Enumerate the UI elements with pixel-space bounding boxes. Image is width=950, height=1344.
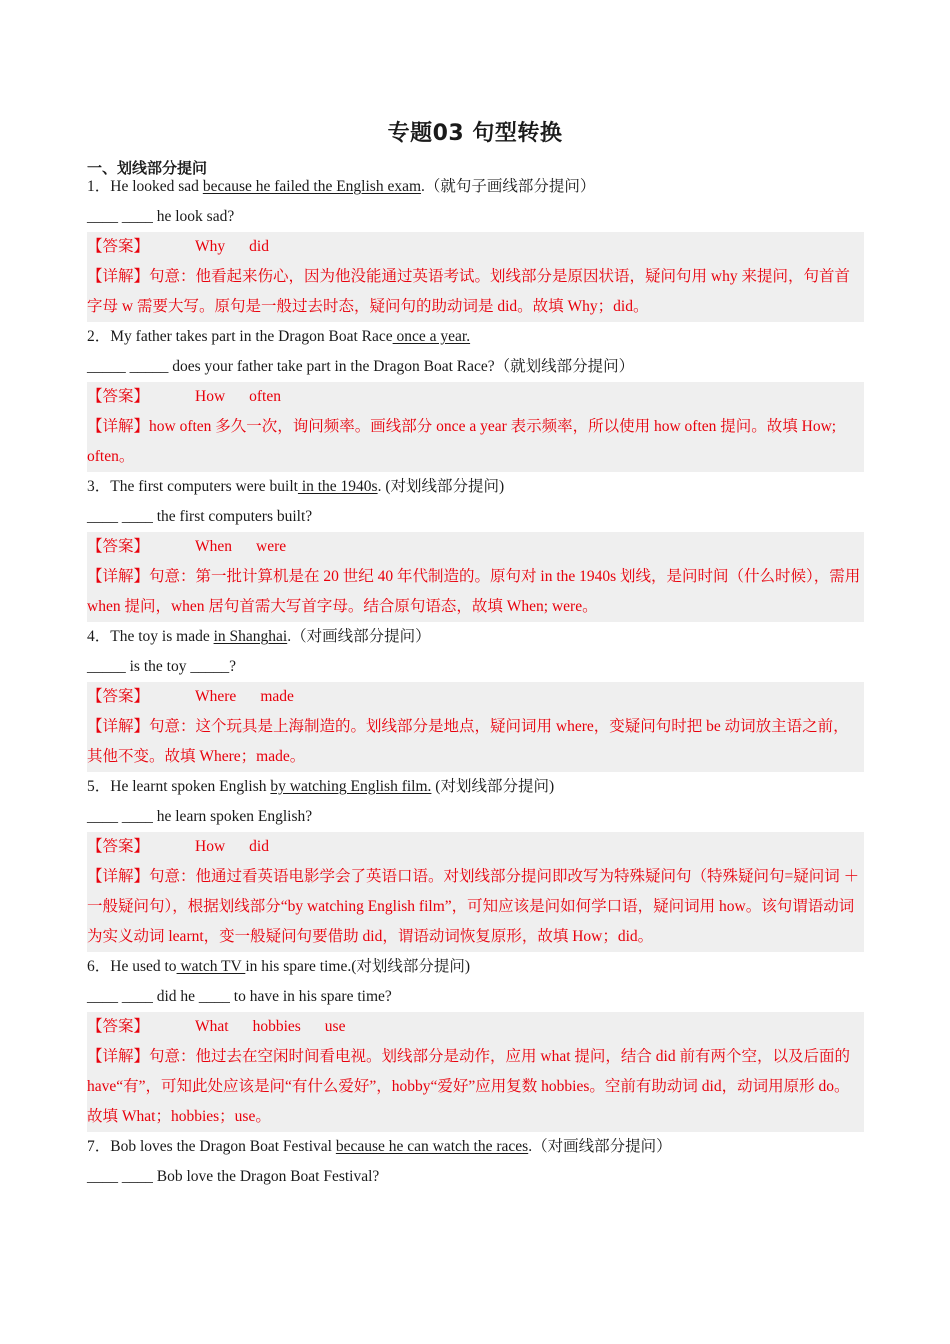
question-text: He used to bbox=[110, 958, 177, 975]
question-text: Bob loves the Dragon Boat Festival bbox=[110, 1138, 336, 1155]
underlined-part: in the 1940s bbox=[297, 478, 378, 495]
answer-line bbox=[87, 232, 864, 262]
answer-value: made bbox=[260, 688, 294, 705]
page-title: 专题03 句型转换 bbox=[387, 121, 563, 146]
answer-value: did bbox=[249, 238, 269, 255]
underlined-part: because he failed the English exam bbox=[202, 178, 422, 195]
underlined-part: in Shanghai bbox=[213, 628, 288, 645]
answer-line bbox=[87, 832, 864, 862]
explain-label: 【详解】 bbox=[87, 868, 150, 885]
answer-value: How bbox=[195, 838, 226, 855]
answer-box bbox=[87, 682, 864, 772]
question-text: My father takes part in the Dragon Boat Race bbox=[110, 328, 393, 345]
explanation bbox=[87, 712, 864, 772]
answer-value: often bbox=[249, 388, 281, 405]
answer-value: Where bbox=[195, 688, 237, 705]
question-4 bbox=[87, 622, 864, 652]
question-text: The first computers were built bbox=[110, 478, 298, 495]
question-instruction: in his spare time.(对划线部分提问) bbox=[245, 958, 471, 975]
underlined-part: watch TV bbox=[176, 958, 246, 975]
answer-box bbox=[87, 832, 864, 952]
answer-value: When bbox=[195, 538, 233, 555]
question-instruction: .（对画线部分提问） bbox=[528, 1138, 672, 1155]
question-number: 2． bbox=[87, 328, 111, 345]
question-2 bbox=[87, 322, 864, 352]
explain-text: 句意：这个玩具是上海制造的。划线部分是地点，疑问词用 where，变疑问句时把 be 动词放主语之前，其他不变。故填 Where；made。 bbox=[87, 718, 849, 765]
answer-line bbox=[87, 532, 864, 562]
question-instruction: .（就句子画线部分提问） bbox=[421, 178, 596, 195]
question-5 bbox=[87, 772, 864, 802]
blank-line: ____ ____ he look sad? bbox=[87, 208, 235, 225]
blank-line: ____ ____ Bob love the Dragon Boat Festival? bbox=[87, 1168, 380, 1185]
question-instruction: (对划线部分提问) bbox=[431, 778, 555, 795]
question-6 bbox=[87, 952, 864, 982]
question-text: The toy is made bbox=[110, 628, 214, 645]
question-number: 6． bbox=[87, 958, 111, 975]
question-1 bbox=[87, 172, 864, 202]
answer-line bbox=[87, 1012, 864, 1042]
question-list bbox=[87, 172, 864, 1192]
explain-label: 【详解】 bbox=[87, 718, 150, 735]
question-instruction: .（对画线部分提问） bbox=[287, 628, 431, 645]
answer-value: Why bbox=[195, 238, 226, 255]
explanation bbox=[87, 562, 864, 622]
underlined-part: once a year. bbox=[392, 328, 471, 345]
answer-label: 【答案】 bbox=[87, 388, 150, 405]
answer-label: 【答案】 bbox=[87, 838, 150, 855]
answer-box bbox=[87, 1012, 864, 1132]
answer-line bbox=[87, 382, 864, 412]
underlined-part: by watching English film. bbox=[270, 778, 432, 795]
blank-line: _____ is the toy _____? bbox=[87, 658, 236, 675]
answer-box bbox=[87, 532, 864, 622]
question-number: 7． bbox=[87, 1138, 111, 1155]
section-heading: 一、划线部分提问 bbox=[87, 159, 208, 177]
explanation bbox=[87, 262, 864, 322]
answer-value: did bbox=[249, 838, 269, 855]
blank-line: _____ _____ does your father take part in the Dragon Boat Race?（就划线部分提问） bbox=[87, 358, 635, 375]
answer-value: What bbox=[195, 1018, 229, 1035]
question-7 bbox=[87, 1132, 864, 1162]
answer-value: were bbox=[256, 538, 287, 555]
explain-text: 句意：第一批计算机是在 20 世纪 40 年代制造的。原句对 in the 1940s 划线，是问时间（什么时候），需用 when 提问，when 居句首需大写首字母。结合原句语态，故填 When; were。 bbox=[87, 568, 861, 615]
explain-text: 句意：他通过看英语电影学会了英语口语。对划线部分提问即改写为特殊疑问句（特殊疑问句=疑问词 ＋一般疑问句），根据划线部分“by watching English film”，可知应该是问如何学口语，疑问词用 how。该句谓语动词为实义动词 learnt，变一般疑问句要借助 did，谓语动词恢复原形，故填 How；did。 bbox=[87, 868, 860, 945]
answer-box bbox=[87, 232, 864, 322]
answer-value: use bbox=[324, 1018, 346, 1035]
question-text: He looked sad bbox=[110, 178, 203, 195]
answer-value: How bbox=[195, 388, 226, 405]
answer-label: 【答案】 bbox=[87, 688, 150, 705]
question-instruction: . (对划线部分提问) bbox=[377, 478, 505, 495]
question-3 bbox=[87, 472, 864, 502]
explanation bbox=[87, 862, 864, 952]
underlined-part: because he can watch the races bbox=[335, 1138, 529, 1155]
question-number: 4． bbox=[87, 628, 111, 645]
explain-label: 【详解】 bbox=[87, 568, 150, 585]
explain-label: 【详解】 bbox=[87, 268, 150, 285]
blank-line: ____ ____ did he ____ to have in his spare time? bbox=[87, 988, 392, 1005]
answer-label: 【答案】 bbox=[87, 538, 150, 555]
question-number: 3． bbox=[87, 478, 111, 495]
answer-label: 【答案】 bbox=[87, 1018, 150, 1035]
blank-line: ____ ____ the first computers built? bbox=[87, 508, 313, 525]
question-number: 1． bbox=[87, 178, 111, 195]
explanation bbox=[87, 1042, 864, 1132]
explain-label: 【详解】 bbox=[87, 418, 150, 435]
answer-box bbox=[87, 382, 864, 472]
explain-text: 句意：他过去在空闲时间看电视。划线部分是动作，应用 what 提问，结合 did 前有两个空，以及后面的 have“有”，可知此处应该是问“有什么爱好”，hobby“爱好”应用复数 hobbies。空前有助动词 did，动词用原形 do。故填 What；hobbies；use。 bbox=[87, 1048, 850, 1125]
answer-label: 【答案】 bbox=[87, 238, 150, 255]
question-number: 5． bbox=[87, 778, 111, 795]
question-text: He learnt spoken English bbox=[110, 778, 271, 795]
blank-line: ____ ____ he learn spoken English? bbox=[87, 808, 313, 825]
explanation bbox=[87, 412, 864, 472]
answer-value: hobbies bbox=[252, 1018, 301, 1035]
explain-text: 句意：他看起来伤心，因为他没能通过英语考试。划线部分是原因状语，疑问句用 why 来提问，句首首字母 w 需要大写。原句是一般过去时态，疑问句的助动词是 did。故填 Why；did。 bbox=[87, 268, 850, 315]
answer-line bbox=[87, 682, 864, 712]
explain-text: how often 多久一次，询问频率。画线部分 once a year 表示频率，所以使用 how often 提问。故填 How; often。 bbox=[87, 418, 837, 465]
explain-label: 【详解】 bbox=[87, 1048, 150, 1065]
